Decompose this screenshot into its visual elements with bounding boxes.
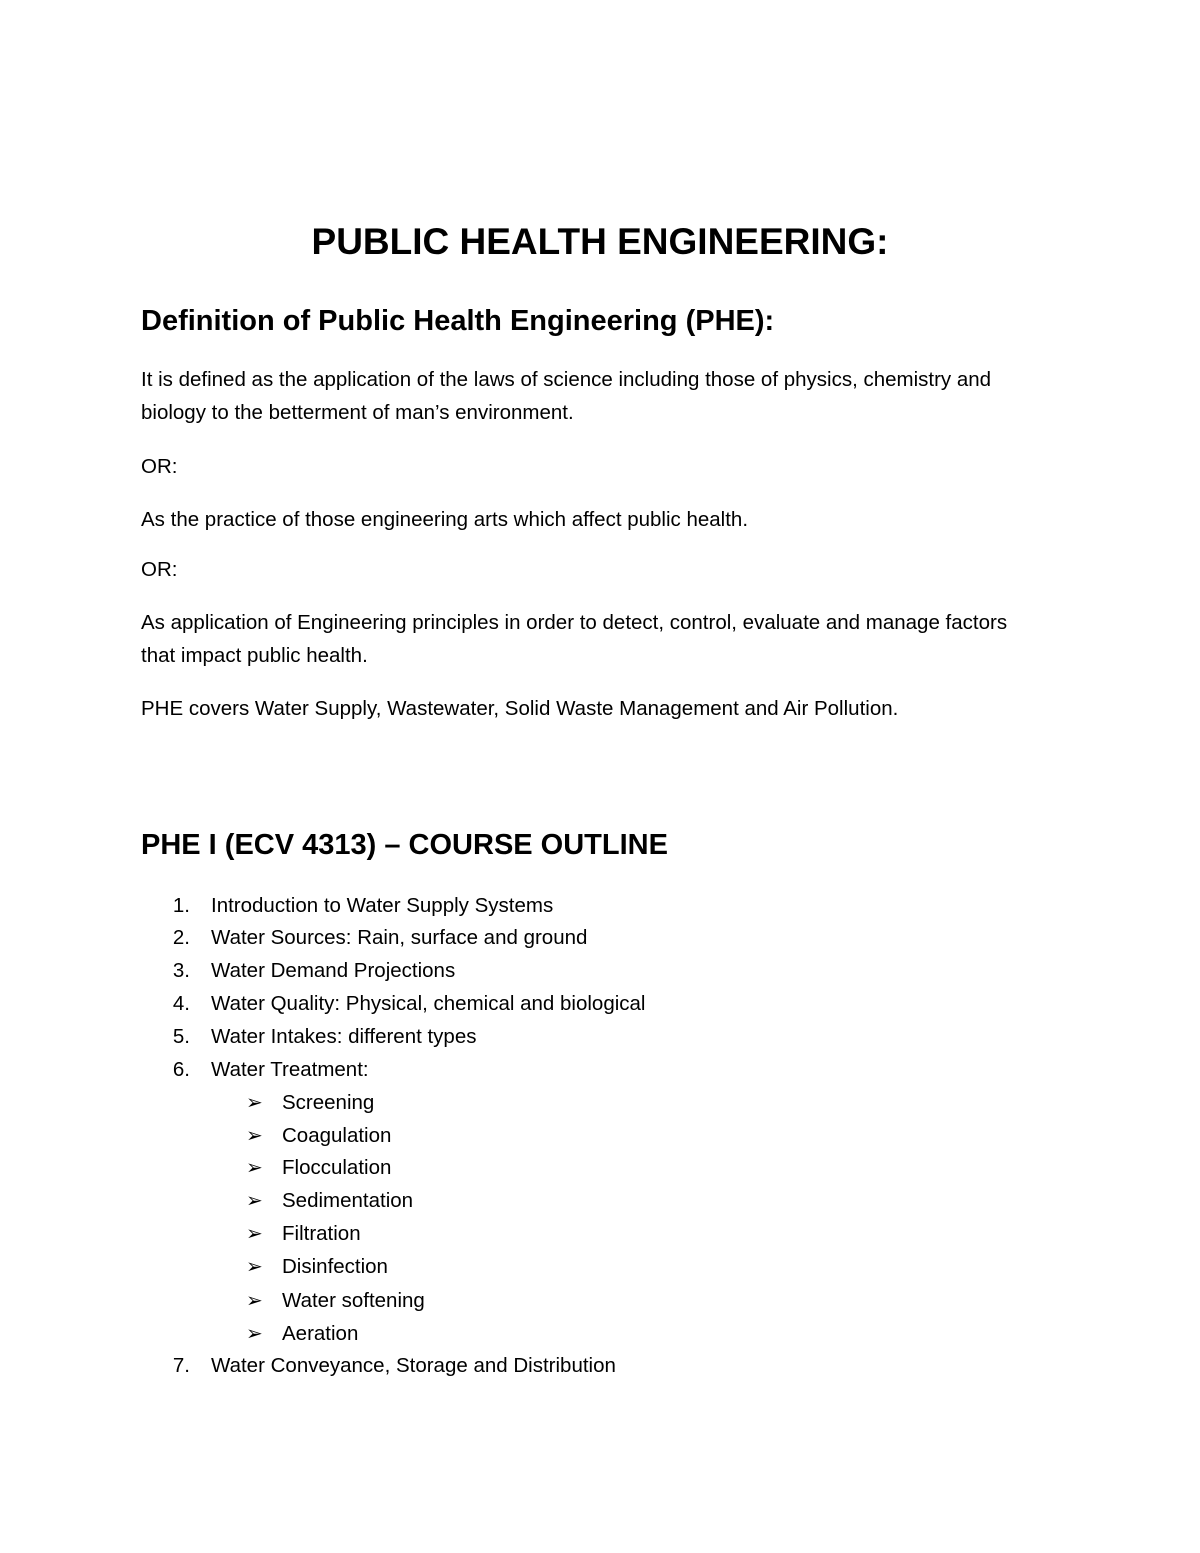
arrowhead-bullet-icon: ➢ [246,1290,263,1312]
definition-paragraph-1-line-2: biology to the betterment of man’s environment. [141,401,574,424]
list-item-text: Water Intakes: different types [211,1025,477,1048]
list-item-number: 3. [172,959,190,982]
list-item-number: 6. [172,1058,190,1081]
definition-paragraph-3-line-1: As application of Engineering principles in order to detect, control, evaluate and manage factors [141,611,1008,634]
phe-coverage-paragraph: PHE covers Water Supply, Wastewater, Solid Waste Management and Air Pollution. [141,697,899,720]
list-item-number: 1. [172,894,190,917]
list-item-text: Water Treatment: [211,1058,369,1081]
definition-paragraph-2: As the practice of those engineering arts which affect public health. [141,508,749,531]
sub-list-item-text: Flocculation [282,1156,392,1179]
or-separator-2: OR: [141,558,178,581]
page-title: PUBLIC HEALTH ENGINEERING: [311,221,889,262]
or-separator-1: OR: [141,455,178,478]
sub-list-item-text: Disinfection [282,1255,388,1278]
arrowhead-bullet-icon: ➢ [246,1157,263,1179]
list-item-number: 7. [172,1354,190,1377]
sub-list-item-text: Sedimentation [282,1189,414,1212]
arrowhead-bullet-icon: ➢ [246,1223,263,1245]
course-outline-heading: PHE I (ECV 4313) – COURSE OUTLINE [141,829,668,861]
list-item-number: 4. [172,992,190,1015]
arrowhead-bullet-icon: ➢ [246,1190,263,1212]
list-item-text: Water Quality: Physical, chemical and biological [211,992,646,1015]
list-item-text: Water Demand Projections [211,959,456,982]
list-item-number: 5. [172,1025,190,1048]
sub-list-item-text: Coagulation [282,1124,392,1147]
sub-list-item-text: Aeration [282,1322,359,1345]
arrowhead-bullet-icon: ➢ [246,1323,263,1345]
arrowhead-bullet-icon: ➢ [246,1092,263,1114]
sub-list-item-text: Water softening [282,1289,425,1312]
sub-list-item-text: Filtration [282,1222,361,1245]
arrowhead-bullet-icon: ➢ [246,1125,263,1147]
list-item-text: Introduction to Water Supply Systems [211,894,554,917]
arrowhead-bullet-icon: ➢ [246,1256,263,1278]
list-item-number: 2. [172,926,190,949]
list-item-text: Water Conveyance, Storage and Distribution [211,1354,616,1377]
definition-paragraph-3-line-2: that impact public health. [141,644,368,667]
definition-paragraph-1-line-1: It is defined as the application of the laws of science including those of physics, chemistry and [141,368,992,391]
definition-heading: Definition of Public Health Engineering (PHE): [141,305,775,337]
list-item-text: Water Sources: Rain, surface and ground [211,926,588,949]
sub-list-item-text: Screening [282,1091,375,1114]
